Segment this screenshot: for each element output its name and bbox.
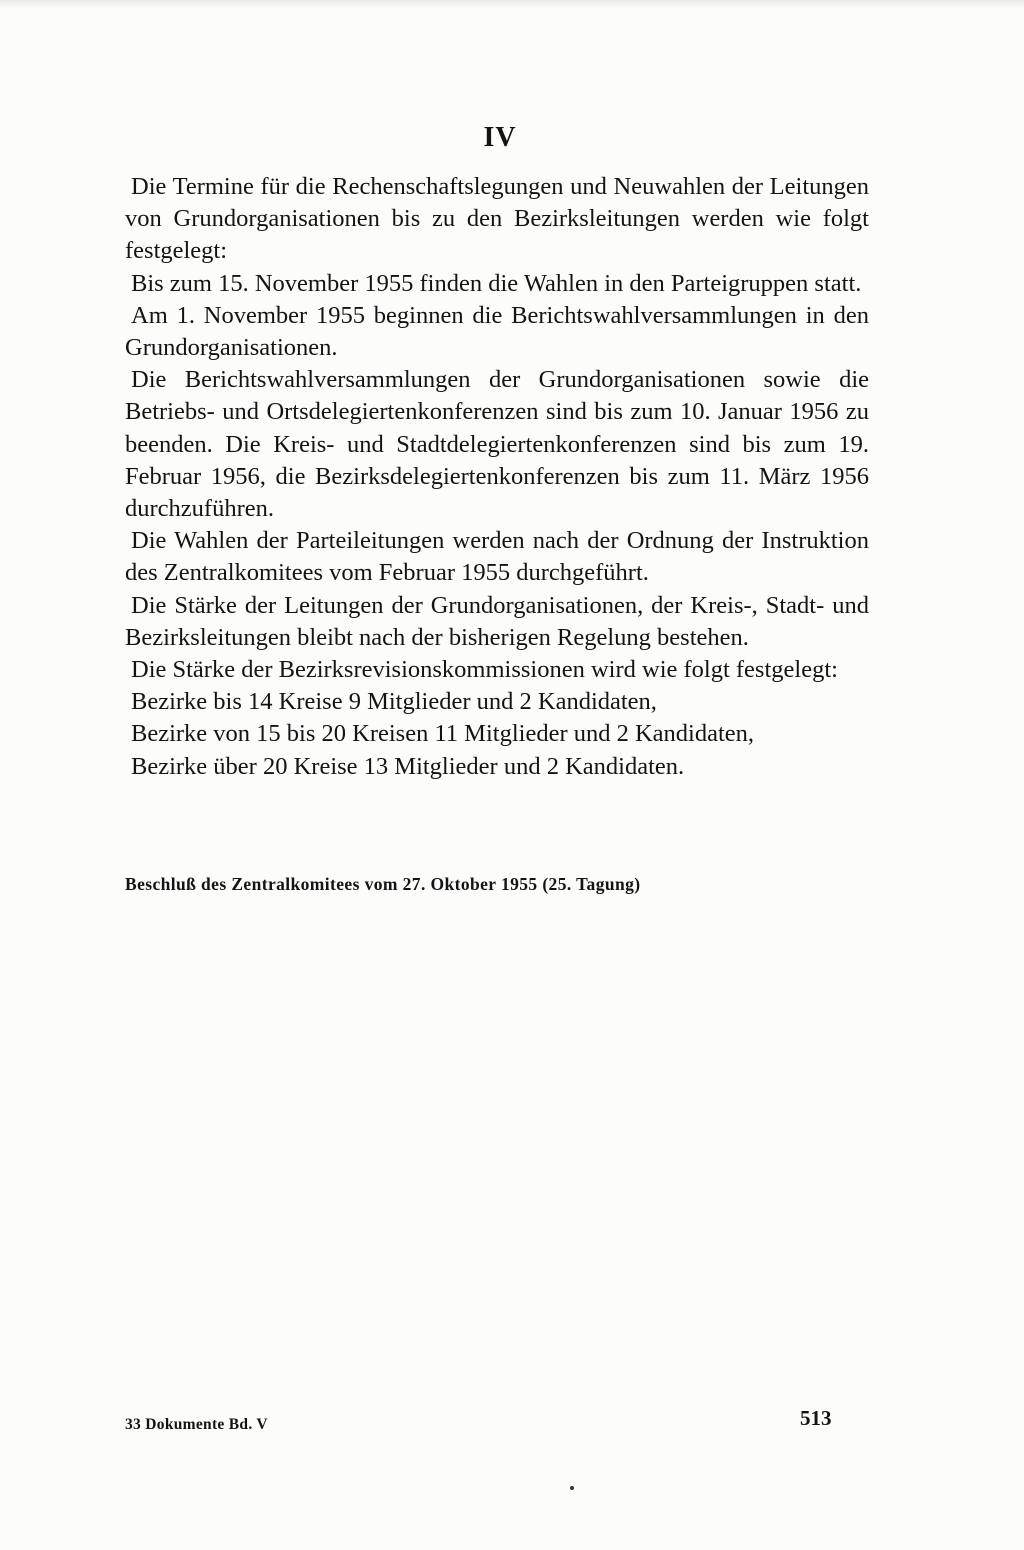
paragraph: Die Stärke der Bezirksrevisionskommissionen wird wie folgt festgelegt: [131,656,838,684]
district-list [125,686,869,783]
section-heading: IV [483,122,517,153]
paragraph: Bis zum 15. November 1955 finden die Wahlen in den Parteigruppen statt. [131,269,862,297]
print-speck [570,1486,574,1490]
list-item: Bezirke über 20 Kreise 13 Mitglieder und 2 Kandidaten. [131,752,685,780]
source-note: Beschluß des Zentralkomitees vom 27. Oktober 1955 (25. Tagung) [125,874,641,894]
paragraph: Die Wahlen der Parteileitungen werden nach der Ordnung der Instruktion des Zentralkomitees vom Februar 1955 durchgeführt. [125,527,869,587]
body-text [125,171,869,783]
page-edge-shadow [0,0,1024,8]
paragraph: Die Termine für die Rechenschaftslegungen und Neuwahlen der Leitungen von Grundorganisationen bis zu den Bezirksleitungen werden wie folgt festgelegt: [125,173,869,265]
footer-signature: 33 Dokumente Bd. V [125,1416,268,1433]
list-item: Bezirke von 15 bis 20 Kreisen 11 Mitglieder und 2 Kandidaten, [131,720,755,748]
paragraph: Am 1. November 1955 beginnen die Berichtswahlversammlungen in den Grundorganisationen. [125,301,869,362]
paragraph: Die Stärke der Leitungen der Grundorganisationen, der Kreis-, Stadt- und Bezirksleitungen bleibt nach der bisherigen Regelung bestehen. [125,591,869,651]
page-number: 513 [800,1406,832,1430]
list-item: Bezirke bis 14 Kreise 9 Mitglieder und 2 Kandidaten, [131,688,657,716]
paragraph: Die Berichtswahlversammlungen der Grundorganisationen sowie die Betriebs- und Ortsdelegiertenkonferenzen sind bis zum 10. Januar 1956 zu beenden. Die Kreis- und Stadtdelegiertenkonferenzen sind bis zum 19. Februar 1956, die Bezirksdelegiertenkonferenzen bis zum 11. März 1956 durchzuführen. [125,366,869,523]
